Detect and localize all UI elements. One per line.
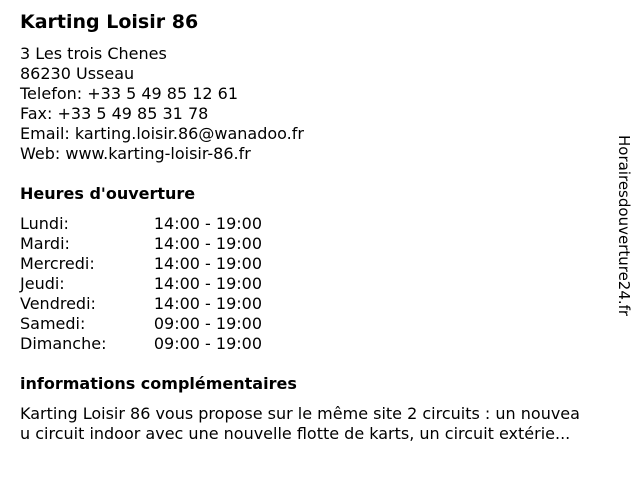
time-range: 14:00 - 19:00	[153, 214, 262, 233]
time-range: 14:00 - 19:00	[153, 274, 262, 293]
additional-info-text	[20, 404, 632, 444]
website-address: Web: www.karting-loisir-86.fr	[20, 144, 251, 163]
business-name: Karting Loisir 86	[20, 11, 199, 33]
day-label: Samedi:	[20, 314, 86, 333]
day-label: Jeudi:	[20, 274, 65, 293]
description-line: Karting Loisir 86 vous propose sur le même site 2 circuits : un nouvea	[20, 404, 580, 423]
contact-block	[20, 44, 304, 164]
additional-info-title: informations complémentaires	[20, 374, 297, 393]
time-range: 09:00 - 19:00	[153, 334, 262, 353]
time-range: 14:00 - 19:00	[153, 254, 262, 273]
day-label: Mercredi:	[20, 254, 95, 273]
street-address: 3 Les trois Chenes	[20, 44, 167, 63]
email-address: Email: karting.loisir.86@wanadoo.fr	[20, 124, 304, 143]
time-range: 14:00 - 19:00	[153, 234, 262, 253]
time-range: 14:00 - 19:00	[153, 294, 262, 313]
vertical-site-branding: Horairesdouverture24.fr	[615, 135, 633, 317]
description-line: u circuit indoor avec une nouvelle flotte de karts, un circuit extérie...	[20, 424, 571, 443]
fax-number: Fax: +33 5 49 85 31 78	[20, 104, 209, 123]
day-label: Lundi:	[20, 214, 69, 233]
opening-hours-title: Heures d'ouverture	[20, 184, 196, 203]
time-range: 09:00 - 19:00	[153, 314, 262, 333]
phone-number: Telefon: +33 5 49 85 12 61	[20, 84, 239, 103]
day-label: Mardi:	[20, 234, 70, 253]
day-label: Dimanche:	[20, 334, 107, 353]
day-label: Vendredi:	[20, 294, 96, 313]
city-address: 86230 Usseau	[20, 64, 135, 83]
